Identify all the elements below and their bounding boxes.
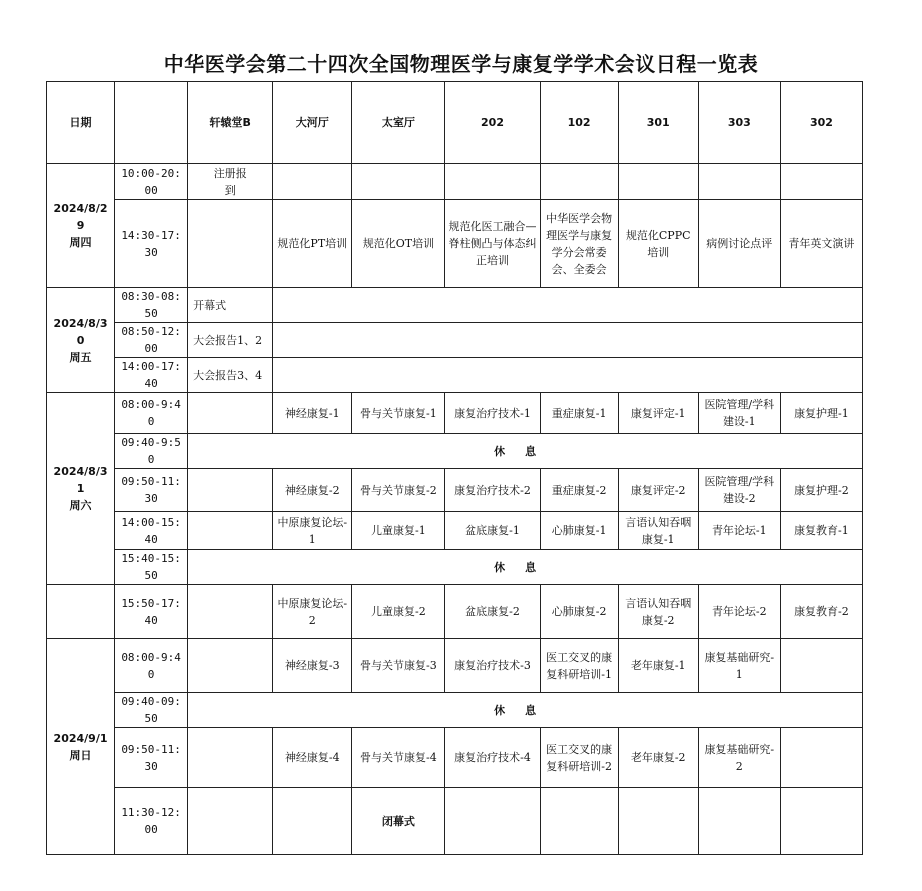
session-cell: 规范化PT培训 bbox=[273, 200, 352, 288]
table-row bbox=[47, 788, 863, 855]
session-cell: 老年康复-1 bbox=[618, 639, 698, 693]
empty-cell bbox=[352, 164, 445, 200]
session-cell: 老年康复-2 bbox=[618, 728, 698, 788]
header-room-302: 302 bbox=[780, 82, 862, 164]
session-cell: 医工交叉的康复科研培训-1 bbox=[540, 639, 618, 693]
empty-cell bbox=[273, 323, 863, 358]
table-row bbox=[47, 358, 863, 393]
session-cell: 盆底康复-2 bbox=[445, 585, 540, 639]
session-cell: 心肺康复-1 bbox=[540, 512, 618, 550]
date-cell bbox=[47, 393, 115, 585]
header-room-xuanyuan-b: 轩辕堂B bbox=[188, 82, 273, 164]
session-cell: 康复教育-2 bbox=[780, 585, 862, 639]
table-row bbox=[47, 323, 863, 358]
header-row bbox=[47, 82, 863, 164]
break-cell: 休息 bbox=[188, 550, 863, 585]
session-cell: 中华医学会物理医学与康复学分会常委会、全委会 bbox=[540, 200, 618, 288]
session-cell: 骨与关节康复-2 bbox=[352, 469, 445, 512]
session-cell: 盆底康复-1 bbox=[445, 512, 540, 550]
header-room-303: 303 bbox=[698, 82, 780, 164]
time-cell: 14:00-15:40 bbox=[115, 512, 188, 550]
empty-cell bbox=[698, 164, 780, 200]
table-row bbox=[47, 639, 863, 693]
empty-cell bbox=[188, 200, 273, 288]
time-cell: 08:50-12:00 bbox=[115, 323, 188, 358]
session-cell: 规范化CPPC培训 bbox=[618, 200, 698, 288]
page-title: 中华医学会第二十四次全国物理医学与康复学学术会议日程一览表 bbox=[163, 52, 759, 76]
session-cell: 神经康复-1 bbox=[273, 393, 352, 434]
time-cell: 15:50-17:40 bbox=[115, 585, 188, 639]
date-cell bbox=[47, 288, 115, 393]
table-row bbox=[47, 434, 863, 469]
session-cell: 康复教育-1 bbox=[780, 512, 862, 550]
session-cell: 神经康复-3 bbox=[273, 639, 352, 693]
table-row bbox=[47, 550, 863, 585]
session-cell: 骨与关节康复-3 bbox=[352, 639, 445, 693]
session-cell: 康复基础研究-2 bbox=[698, 728, 780, 788]
table-row bbox=[47, 512, 863, 550]
session-cell: 重症康复-2 bbox=[540, 469, 618, 512]
table-row bbox=[47, 728, 863, 788]
session-cell: 青年英文演讲 bbox=[780, 200, 862, 288]
session-cell: 重症康复-1 bbox=[540, 393, 618, 434]
empty-cell bbox=[273, 788, 352, 855]
empty-cell bbox=[780, 639, 862, 693]
empty-cell bbox=[618, 164, 698, 200]
session-cell: 中原康复论坛-2 bbox=[273, 585, 352, 639]
time-cell: 08:00-9:40 bbox=[115, 639, 188, 693]
session-cell: 康复护理-2 bbox=[780, 469, 862, 512]
header-room-taishi: 太室厅 bbox=[352, 82, 445, 164]
empty-cell bbox=[445, 164, 540, 200]
empty-cell bbox=[540, 164, 618, 200]
session-cell: 大会报告1、2 bbox=[188, 323, 273, 358]
date-text: 2024/8/29 bbox=[53, 202, 108, 232]
empty-cell bbox=[273, 288, 863, 323]
time-cell: 08:30-08:50 bbox=[115, 288, 188, 323]
session-cell: 青年论坛-1 bbox=[698, 512, 780, 550]
time-cell: 10:00-20:00 bbox=[115, 164, 188, 200]
session-cell: 神经康复-2 bbox=[273, 469, 352, 512]
schedule-table bbox=[46, 81, 863, 855]
table-row bbox=[47, 288, 863, 323]
time-cell: 14:00-17:40 bbox=[115, 358, 188, 393]
date-text: 2024/9/1 bbox=[53, 731, 108, 745]
session-cell: 儿童康复-1 bbox=[352, 512, 445, 550]
empty-cell bbox=[540, 788, 618, 855]
session-cell: 医院管理/学科建设-1 bbox=[698, 393, 780, 434]
time-cell: 09:40-9:50 bbox=[115, 434, 188, 469]
session-cell: 注册报到 bbox=[188, 164, 273, 200]
session-cell: 儿童康复-2 bbox=[352, 585, 445, 639]
date-text: 2024/8/31 bbox=[53, 465, 108, 495]
empty-cell bbox=[780, 788, 862, 855]
break-cell: 休息 bbox=[188, 434, 863, 469]
weekday-text: 周五 bbox=[69, 350, 92, 364]
empty-cell bbox=[188, 585, 273, 639]
time-cell: 09:50-11:30 bbox=[115, 469, 188, 512]
empty-cell bbox=[188, 788, 273, 855]
time-cell: 09:50-11:30 bbox=[115, 728, 188, 788]
table-row bbox=[47, 585, 863, 639]
weekday-text: 周日 bbox=[69, 748, 92, 762]
session-cell: 康复治疗技术-2 bbox=[445, 469, 540, 512]
empty-cell bbox=[273, 164, 352, 200]
table-row bbox=[47, 200, 863, 288]
session-cell: 规范化医工融合—脊柱侧凸与体态纠正培训 bbox=[445, 200, 540, 288]
empty-cell bbox=[273, 358, 863, 393]
table-row bbox=[47, 164, 863, 200]
break-cell: 休息 bbox=[188, 693, 863, 728]
header-time bbox=[115, 82, 188, 164]
weekday-text: 周四 bbox=[69, 236, 92, 249]
session-cell: 中原康复论坛-1 bbox=[273, 512, 352, 550]
session-cell: 神经康复-4 bbox=[273, 728, 352, 788]
session-cell: 开幕式 bbox=[188, 288, 273, 323]
empty-cell bbox=[618, 788, 698, 855]
date-cell bbox=[47, 164, 115, 288]
empty-cell bbox=[188, 512, 273, 550]
session-cell: 规范化OT培训 bbox=[352, 200, 445, 288]
header-room-202: 202 bbox=[445, 82, 540, 164]
header-room-301: 301 bbox=[618, 82, 698, 164]
weekday-text: 周六 bbox=[69, 499, 92, 512]
time-cell: 09:40-09:50 bbox=[115, 693, 188, 728]
session-cell: 病例讨论点评 bbox=[698, 200, 780, 288]
session-cell: 大会报告3、4 bbox=[188, 358, 273, 393]
header-room-dahe: 大河厅 bbox=[273, 82, 352, 164]
date-text: 2024/8/30 bbox=[53, 316, 108, 347]
session-cell: 骨与关节康复-4 bbox=[352, 728, 445, 788]
session-cell: 骨与关节康复-1 bbox=[352, 393, 445, 434]
time-cell: 11:30-12:00 bbox=[115, 788, 188, 855]
session-cell: 闭幕式 bbox=[352, 788, 445, 855]
empty-cell bbox=[780, 728, 862, 788]
time-cell: 08:00-9:40 bbox=[115, 393, 188, 434]
empty-cell bbox=[188, 639, 273, 693]
session-cell: 康复治疗技术-4 bbox=[445, 728, 540, 788]
table-row bbox=[47, 693, 863, 728]
session-cell: 心肺康复-2 bbox=[540, 585, 618, 639]
session-cell: 医院管理/学科建设-2 bbox=[698, 469, 780, 512]
empty-cell bbox=[698, 788, 780, 855]
header-date: 日期 bbox=[47, 82, 115, 164]
session-cell: 康复评定-1 bbox=[618, 393, 698, 434]
table-row bbox=[47, 393, 863, 434]
session-cell: 康复治疗技术-3 bbox=[445, 639, 540, 693]
empty-cell bbox=[188, 728, 273, 788]
empty-cell bbox=[780, 164, 862, 200]
empty-cell bbox=[47, 585, 115, 639]
time-cell: 15:40-15:50 bbox=[115, 550, 188, 585]
session-cell: 青年论坛-2 bbox=[698, 585, 780, 639]
date-cell bbox=[47, 639, 115, 855]
time-cell: 14:30-17:30 bbox=[115, 200, 188, 288]
header-room-102: 102 bbox=[540, 82, 618, 164]
empty-cell bbox=[188, 469, 273, 512]
session-cell: 言语认知吞咽康复-2 bbox=[618, 585, 698, 639]
session-cell: 医工交叉的康复科研培训-2 bbox=[540, 728, 618, 788]
session-cell: 康复基础研究-1 bbox=[698, 639, 780, 693]
empty-cell bbox=[445, 788, 540, 855]
session-cell: 康复治疗技术-1 bbox=[445, 393, 540, 434]
session-cell: 康复评定-2 bbox=[618, 469, 698, 512]
empty-cell bbox=[188, 393, 273, 434]
session-cell: 言语认知吞咽康复-1 bbox=[618, 512, 698, 550]
table-row bbox=[47, 469, 863, 512]
session-cell: 康复护理-1 bbox=[780, 393, 862, 434]
